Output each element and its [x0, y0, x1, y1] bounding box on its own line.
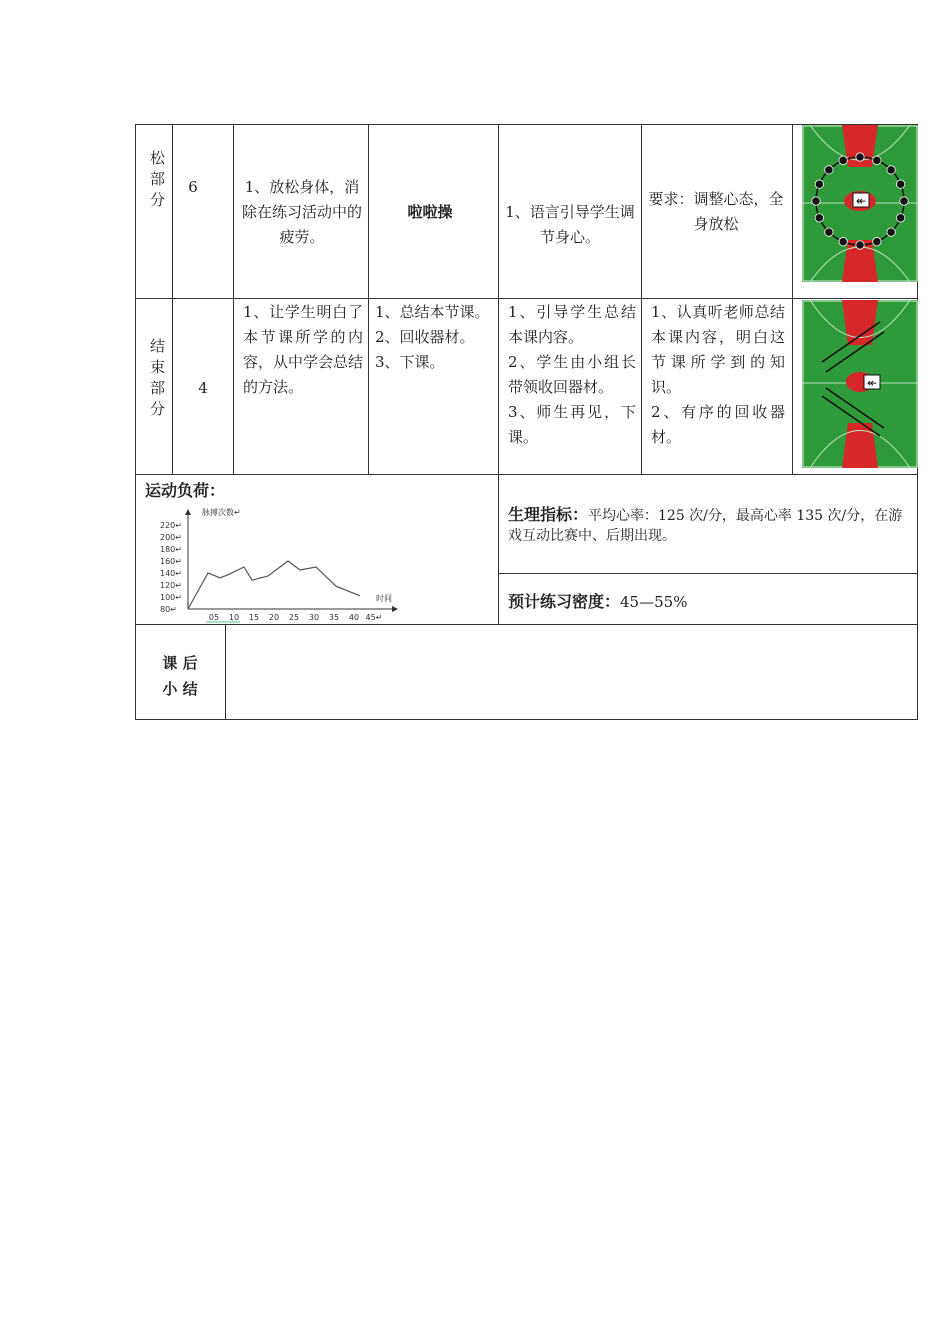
svg-text:↞: ↞: [866, 376, 878, 390]
section-label-end: 结束部分: [148, 338, 166, 422]
y-tick-label: 160↵: [160, 557, 182, 566]
student-dot: [887, 166, 895, 174]
section-label-relax: 松部分: [148, 150, 166, 213]
student-dot: [887, 228, 895, 236]
goal-relax: 1、放松身体，消除在练习活动中的疲劳。: [241, 178, 362, 246]
teacher-relax: 1、语言引导学生调节身心。: [505, 203, 635, 246]
student-dot: [839, 156, 847, 164]
teacher-end-item-1: 1、引导学生总结本课内容。: [508, 303, 636, 346]
density-value: 45—55%: [620, 593, 688, 611]
student-end-item-2: 2、有序的回收器材。: [651, 403, 785, 446]
y-tick-label: 120↵: [160, 581, 182, 590]
court-key-top: [842, 300, 878, 345]
y-tick-label: 80↵: [160, 605, 177, 614]
summary-content-area[interactable]: [226, 625, 917, 719]
content-end-item-1: 1、总结本节课。: [375, 303, 490, 321]
student-dot: [815, 180, 823, 188]
y-tick-label: 220↵: [160, 521, 182, 530]
student-dot: [900, 197, 908, 205]
student-dot: [812, 197, 820, 205]
minutes-relax: 6: [188, 178, 198, 196]
teacher-end-item-2: 2、学生由小组长带领收回器材。: [508, 353, 636, 396]
x-tick-label: 05: [208, 613, 220, 622]
heart-rate-chart: [150, 503, 400, 623]
x-tick-label: 40: [348, 613, 360, 622]
court-diagram-circle: [802, 125, 918, 282]
x-tick-label: 10: [228, 613, 240, 622]
density-label: 预计练习密度：: [508, 592, 621, 611]
y-axis-label: 脉搏次数↵: [202, 508, 241, 517]
content-end-item-3: 3、下课。: [375, 353, 445, 371]
content-relax: 啦啦操: [407, 203, 453, 221]
x-tick-label: 30: [308, 613, 320, 622]
physio-text: 平均心率：125 次/分，最高心率 135 次/分，在游戏互动比赛中、后期出现。: [508, 508, 903, 544]
goal-end: 1、让学生明白了本节课所学的内容，从中学会总结的方法。: [243, 303, 364, 396]
y-tick-label: 100↵: [160, 593, 182, 602]
student-dot: [896, 214, 904, 222]
student-dot: [856, 153, 864, 161]
teacher-end-item-3: 3、师生再见，下课。: [508, 403, 636, 446]
court-key-bottom: [842, 423, 878, 468]
summary-label-line1: 课 后: [162, 654, 198, 672]
y-tick-label: 180↵: [160, 545, 182, 554]
x-tick-label: 35: [328, 613, 340, 622]
court-diagram-lines: [802, 300, 918, 468]
student-dot: [873, 156, 881, 164]
x-tick-label: 15: [248, 613, 260, 622]
y-tick-label: 200↵: [160, 533, 182, 542]
load-title: 运动负荷：: [145, 481, 226, 500]
x-axis-arrow: [392, 606, 398, 612]
minutes-end: 4: [198, 379, 208, 397]
svg-text:↞: ↞: [855, 194, 867, 208]
student-relax: 要求：调整心态，全身放松: [648, 190, 784, 233]
y-axis-arrow: [185, 509, 191, 515]
x-tick-label: 45↵: [365, 613, 383, 622]
student-dot: [873, 237, 881, 245]
student-dot: [896, 180, 904, 188]
physio-label: 生理指标：: [508, 505, 589, 524]
student-dot: [825, 228, 833, 236]
y-tick-label: 140↵: [160, 569, 182, 578]
student-dot: [825, 166, 833, 174]
student-dot: [815, 214, 823, 222]
student-end-item-1: 1、认真听老师总结本课内容，明白这节课所学到的知识。: [651, 303, 785, 396]
student-dot: [856, 241, 864, 249]
x-tick-label: 25: [288, 613, 300, 622]
x-axis-label: 时间: [376, 594, 392, 603]
x-tick-label: 20: [268, 613, 280, 622]
student-dot: [839, 237, 847, 245]
summary-label-line2: 小 结: [162, 680, 198, 698]
heart-rate-series-line: [188, 561, 360, 609]
content-end-item-2: 2、回收器材。: [375, 328, 475, 346]
